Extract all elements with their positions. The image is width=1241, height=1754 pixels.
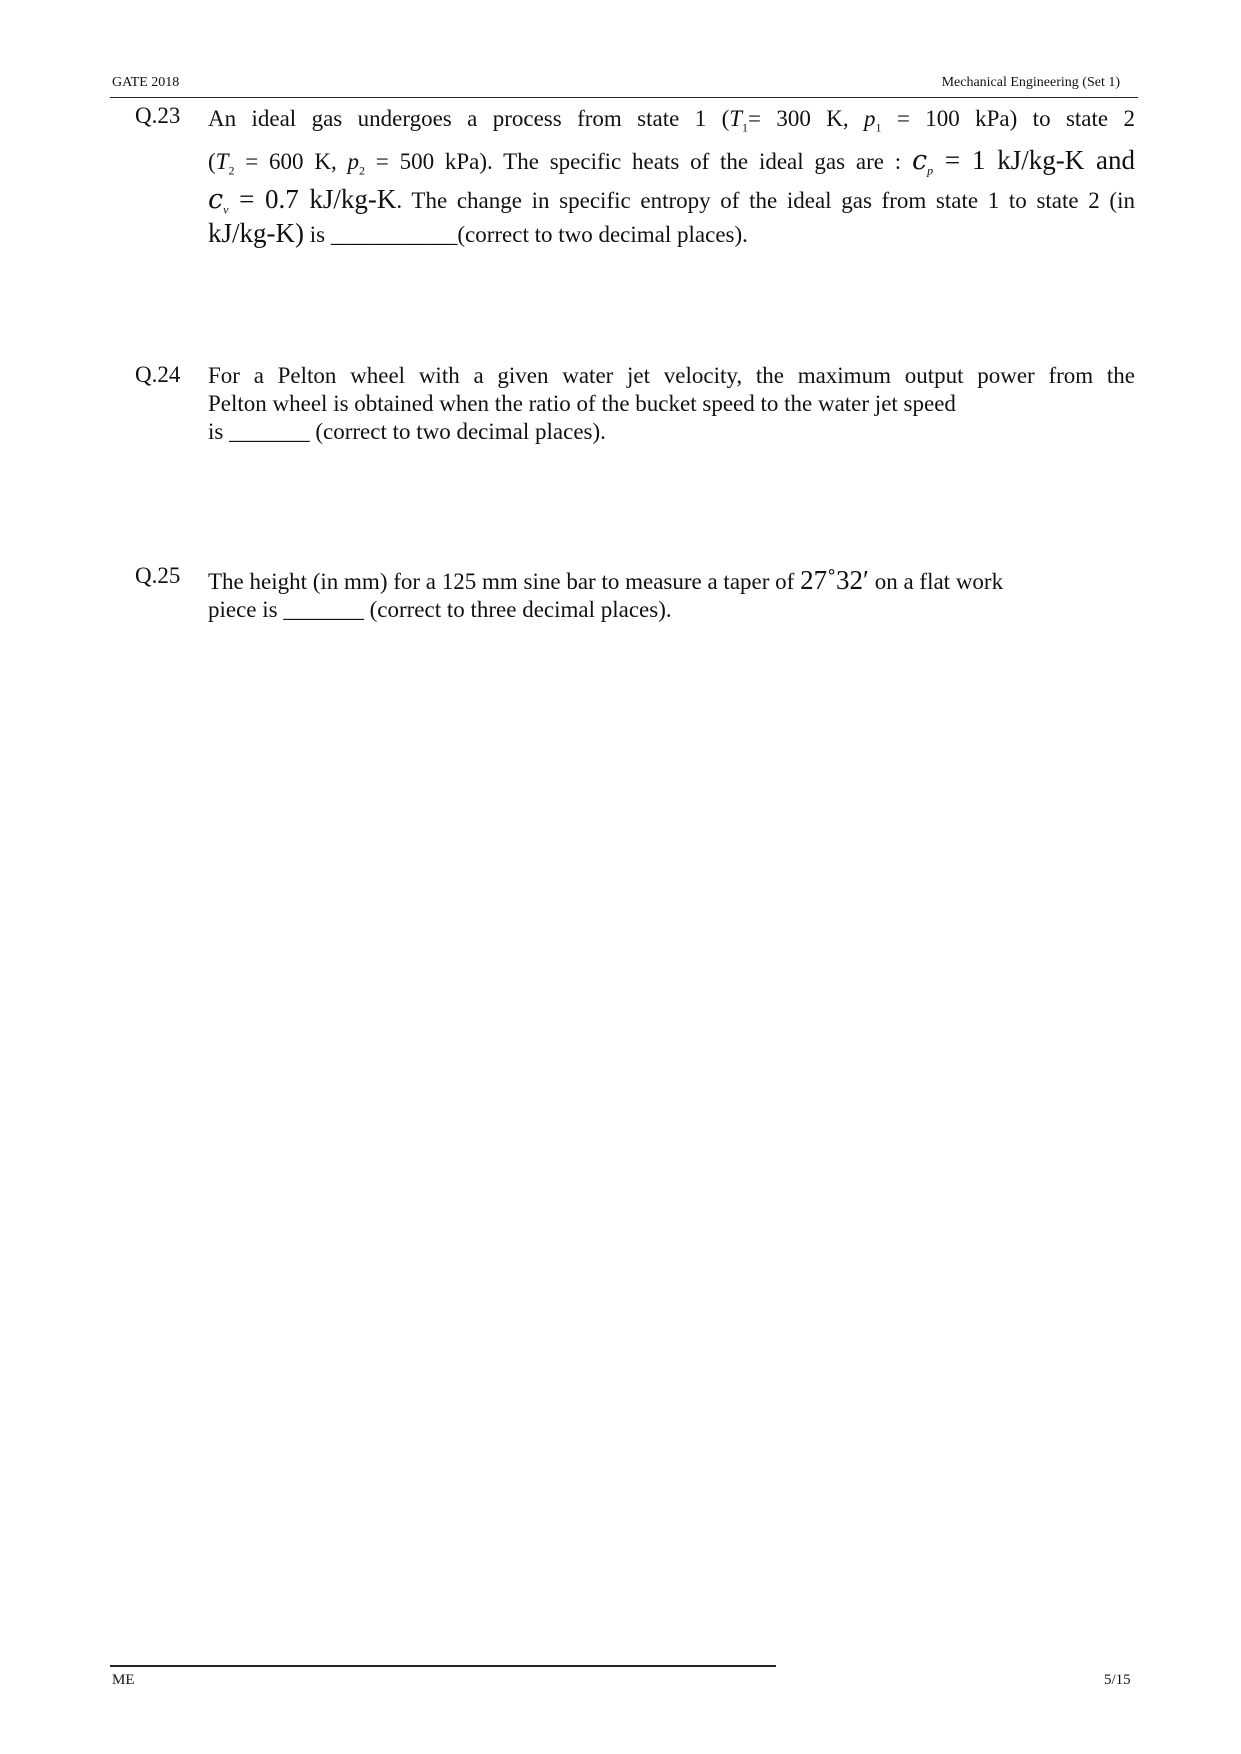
footer-subject-code: ME — [112, 1672, 135, 1688]
question-number: Q.25 — [135, 563, 181, 588]
paper-title: Mechanical Engineering (Set 1) — [941, 75, 1120, 90]
question-line: An ideal gas undergoes a process from state 1 ($T_1= 300$ K, $p_1 = 100$ kPa) to state 2 — [208, 106, 1135, 135]
question-line: ($T_2 = 600$ K, $p_2 = 500$ kPa). The specific heats of the ideal gas are : $c_p = 1$ kJ/kg-K and — [208, 145, 1135, 178]
question-number: Q.24 — [135, 362, 181, 387]
question-number: Q.23 — [135, 103, 181, 128]
question-line: $c_v = 0.7$ kJ/kg-K. The change in specific entropy of the ideal gas from state 1 to state 2 (in — [208, 184, 1135, 217]
question-text — [208, 362, 1135, 446]
question-line: For a Pelton wheel with a given water jet velocity, the maximum output power from the — [208, 363, 1135, 388]
question-text — [208, 566, 1135, 624]
question-line: Pelton wheel is obtained when the ratio of the bucket speed to the water jet speed — [208, 391, 956, 416]
page-number: 5/15 — [1104, 1672, 1131, 1688]
question-line: piece is _______ (correct to three decimal places). — [208, 597, 672, 622]
question-text — [208, 103, 1135, 251]
question-line: kJ/kg-K) is ___________(correct to two decimal places). — [208, 218, 748, 248]
question-line: is _______ (correct to two decimal places). — [208, 419, 606, 444]
footer-divider — [110, 1665, 776, 1667]
exam-title: GATE 2018 — [112, 75, 180, 90]
page-header — [110, 75, 1138, 98]
question-line: The height (in mm) for a 125 mm sine bar to measure a taper of 27˚32′ on a flat work — [208, 565, 1004, 595]
